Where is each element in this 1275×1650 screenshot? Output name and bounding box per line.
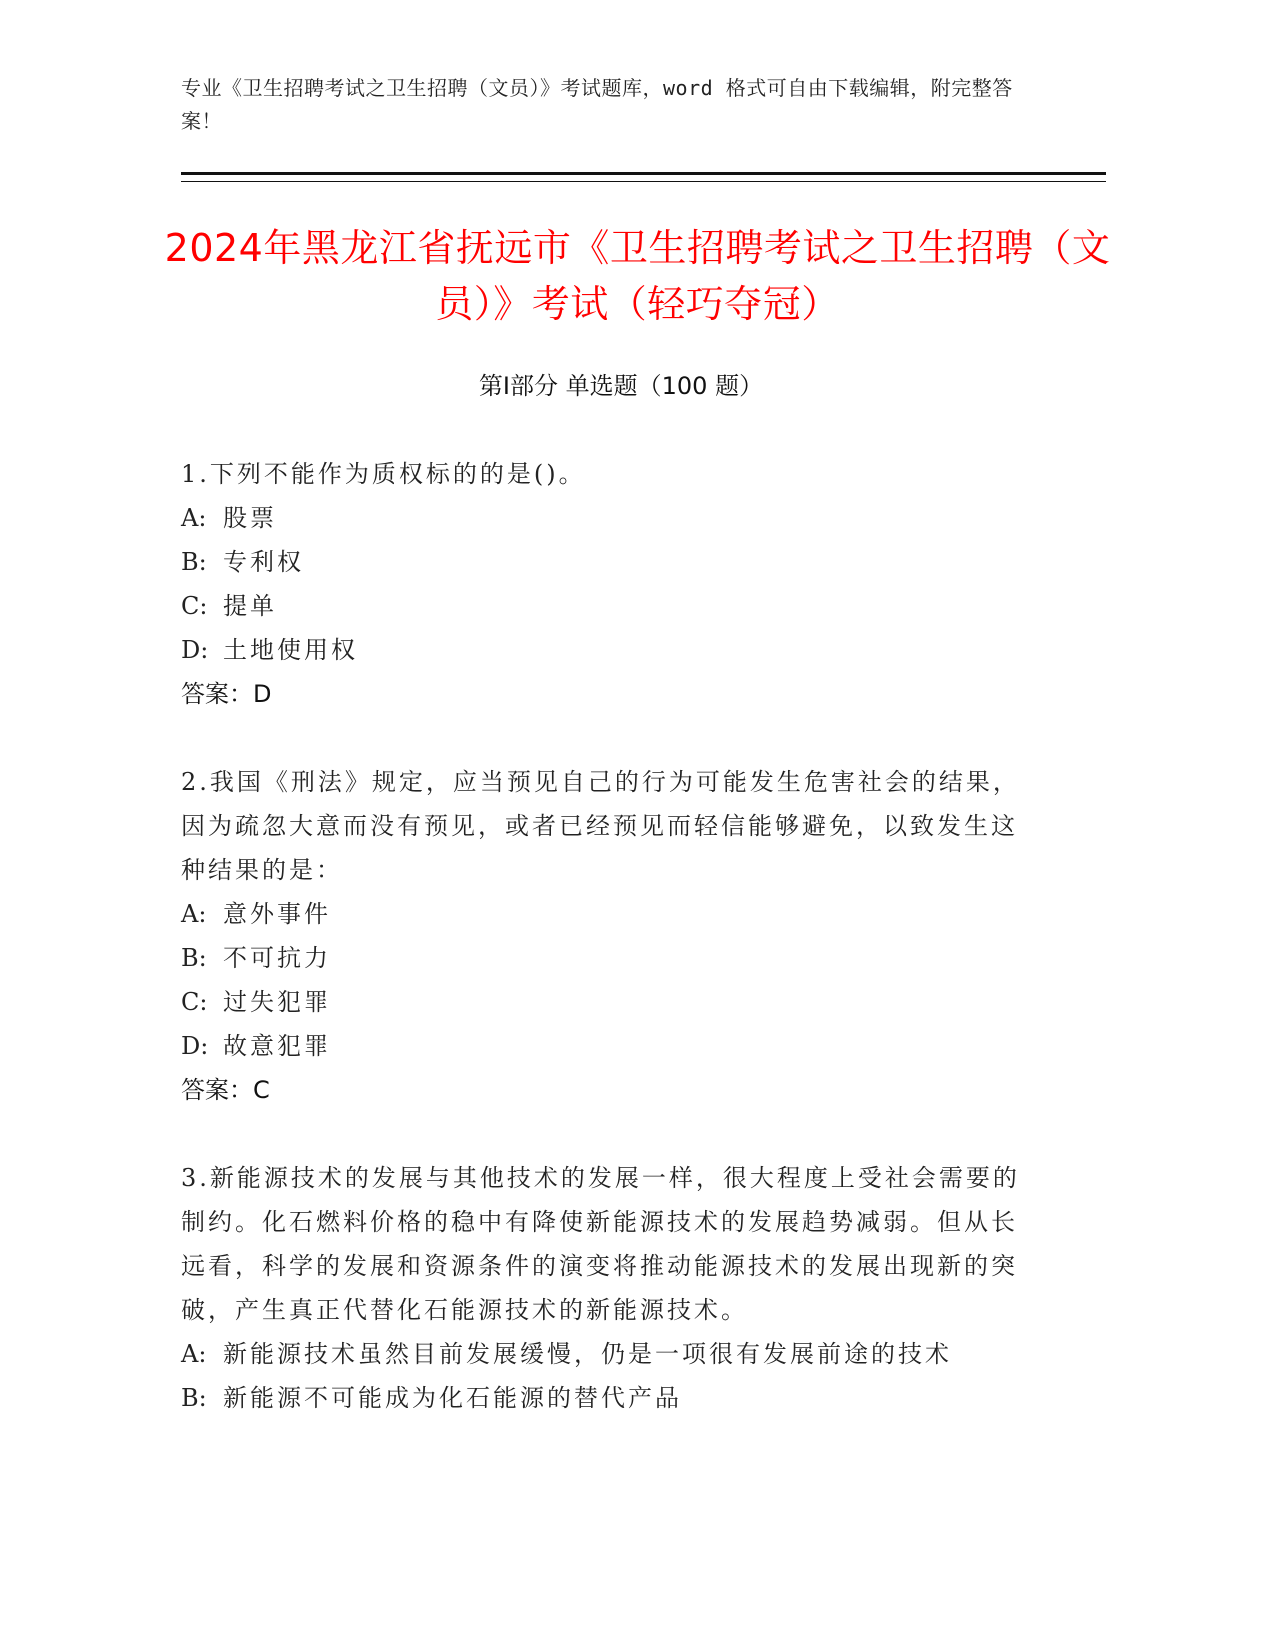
question-3	[181, 1156, 1041, 1420]
question-text: 1.下列不能作为质权标的的是()。	[181, 460, 586, 488]
header-note: 专业《卫生招聘考试之卫生招聘（文员）》考试题库，word 格式可自由下载编辑，附完整答案！	[181, 76, 1013, 133]
option-d	[181, 1024, 1041, 1068]
option-text: 新能源技术虽然目前发展缓慢，仍是一项很有发展前途的技术	[223, 1340, 952, 1368]
option-text: 股票	[223, 504, 277, 532]
option-letter: B:	[181, 548, 207, 576]
option-letter: A:	[181, 504, 207, 532]
option-text: 专利权	[223, 548, 304, 576]
answer-line: 答案：D	[181, 680, 272, 708]
option-text: 故意犯罪	[223, 1032, 331, 1060]
option-b	[181, 936, 1041, 980]
section-heading: 第Ⅰ部分 单选题（100 题）	[478, 372, 764, 400]
option-letter: C:	[181, 592, 208, 620]
option-d	[181, 628, 1041, 672]
question-list	[181, 452, 1041, 1464]
option-c	[181, 980, 1041, 1024]
question-text: 2.我国《刑法》规定，应当预见自己的行为可能发生危害社会的结果，因为疏忽大意而没有预见，或者已经预见而轻信能够避免，以致发生这种结果的是：	[181, 768, 1020, 884]
question-2	[181, 760, 1041, 1112]
option-text: 过失犯罪	[223, 988, 331, 1016]
question-text: 3.新能源技术的发展与其他技术的发展一样，很大程度上受社会需要的制约。化石燃料价格的稳中有降使新能源技术的发展趋势减弱。但从长远看，科学的发展和资源条件的演变将推动能源技术的发展出现新的突破，产生真正代替化石能源技术的新能源技术。	[181, 1164, 1020, 1324]
option-letter: D:	[181, 1032, 209, 1060]
option-b	[181, 540, 1041, 584]
option-text: 新能源不可能成为化石能源的替代产品	[223, 1384, 682, 1412]
answer-line: 答案：C	[181, 1076, 270, 1104]
option-c	[181, 584, 1041, 628]
option-letter: C:	[181, 988, 208, 1016]
option-a	[181, 496, 1041, 540]
option-letter: B:	[181, 944, 207, 972]
option-a	[181, 1332, 1041, 1376]
option-text: 土地使用权	[223, 636, 358, 664]
option-a	[181, 892, 1041, 936]
option-text: 意外事件	[223, 900, 331, 928]
header-rule-thin	[181, 181, 1106, 182]
option-text: 不可抗力	[223, 944, 331, 972]
option-letter: A:	[181, 900, 207, 928]
option-letter: A:	[181, 1340, 207, 1368]
document-title: 2024年黑龙江省抚远市《卫生招聘考试之卫生招聘（文员）》考试（轻巧夺冠）	[164, 226, 1111, 326]
option-b	[181, 1376, 1041, 1420]
option-text: 提单	[223, 592, 277, 620]
option-letter: B:	[181, 1384, 207, 1412]
option-letter: D:	[181, 636, 209, 664]
header-rule-thick	[181, 172, 1106, 175]
question-1	[181, 452, 1041, 716]
